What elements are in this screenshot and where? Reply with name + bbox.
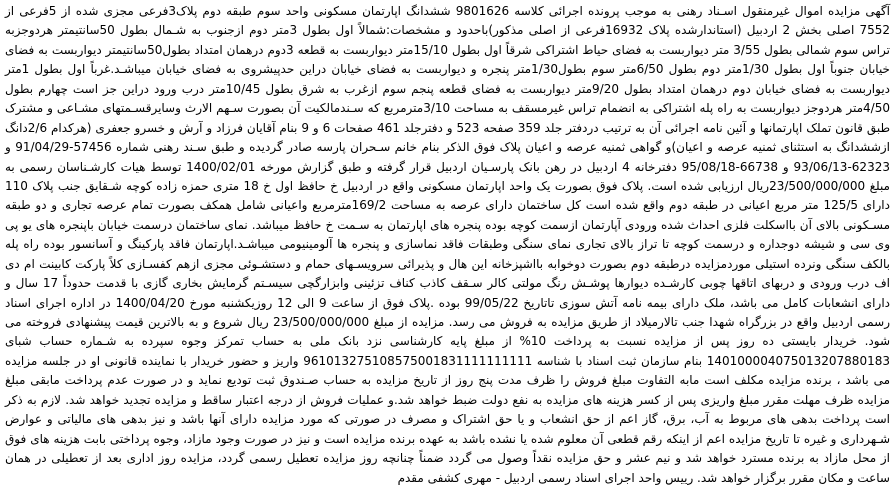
auction-notice-text: آگهی مزایده اموال غیرمنقول اسـناد رهنی به موجب پرونده اجرائی کلاسه 9801626 ششدانگ اپارتمان مسکونی واحد سوم طبقه دوم پلاک3فرعی مجزی شده از 5فرعی از 7552 اصلی بخش 2 اردبیل (استاندارشده پلاک 16932فرعی از اصلی مذکور)باحدود و مشخصات:شمالاً اول بطول 3متر دوم ازجنوب به شـمال بطول 50سانتیمتر هردوجزبه تراس سوم شمالی بطول 3/55 متر دیواربست به فضای حیاط اشتراکی شرقاً اول بطول 15/10متر دیواربست به قطعه 3دوم درهمان امتداد بطول50سانتیمتر دیواربست به فضای خیابان جنوباً اول بطول 1/30متر دوم بطول 6/50متر سوم بطول1/30متر پنجره و دیواربست به فضای خیابان دراین حدپیشروی به فضای خیابان میباشـد.غرباً اول بطول 1متر دیواربست به فضای خیابان دوم درهمان امتداد بطول 9/20متر دیواربست به فضای قطعه پنجم سوم ازغرب به شرق بطول 10/45متر درب ورود دراین جز است چهارم بطول 4/50متر هردوجز دیواربست به راه پله اشتراکی به انضمام تراس غیرمسقف به مساحت 3/10مترمربع که سـندمالکیت آن بصورت سـهم الارث وسایرقسـمتهای مشـاعی و مشترک طبق قانون تملک اپارتمانها و آئین نامه اجرائی آن به ترتیب دردفتر جلد 359 صفحه 523 و دفترجلد 461 صفحات 6 و 9 بنام آقایان فرزاد و آرش و خسرو جعفری (هرکدام 2/6دانگ ازششدانگ به استثنای ثمنیه عرصه و اعیان)و گواهی ثمنیه عرصه و اعیان پلاک فوق الذکر بنام خانم سـحران پارسه صادر گردیده و طبق سـند رهنی شماره 57456-91/04/29 و 62323-93/06/13 و 66738-95/08/18 دفترخانه 4 اردبیل در رهن بانک پارسـیان اردبیل قرار گرفته و طبق گزارش مورخه 1400/02/01 توسط هیات کارشـناسان رسمی به مبلغ 23/500/000/000ریال ارزیابی شده است. پلاک فوق بصورت یک واحد اپارتمان مسکونی واقع در اردبیل خ حافظ اول خ 18 متری حمزه زاده کوچه شـقایق جنب پلاک 110 دارای 125/5 متر مربع اعیانی در طبقه دوم واقع شده است کل ساختمان دارای عرصه به مساحت 169/2مترمربع واعیانی شامل همکف بصورت تمام عرصه تجاری و دو طبقه مسـکونی بالای آن بااسکلت فلزی احداث شده ورودی آپارتمان ازسمت کوچه بوده پنجره های اپارتمان به سـمت خ حافظ میباشد. نمای ساختمان درسمت خیابان باپنجره های یو پی وی سی و شیشه دوجداره و درسمت کوچه تا تراز بالای تجاری نمای سنگی وطبقات فاقد نماسازی و پنجره ها آلومینیومی میباشـد.اپارتمان فاقد پارکینگ و آسانسور بوده راه پله بالکف سنگی ونرده استیلی موردمزایده درطبقه دوم بصورت دوخوابه بااشپزخانه این هال و پذیرائی سرویسـهای حمام و دستشـوئی مجزی ازهم کفسـازی کلاً پارکت کابینت ام دی اف درب ورودی و دربهای اتاقها چوبی کارشـده دیوارها پوشـش رنگ مولتی کالر سـقف کاذب کناف تزئینی وابزارگچی سیسـتم گرمایش بخاری گازی با قدمت حدوداً 17 سال و دارای انشعابات کامل می باشد، ملک دارای بیمه نامه آتش سوزی تاتاریخ 99/05/22 بوده .پلاک فوق از ساعت 9 الی 12 روزیکشنبه مورخ 1400/04/20 در اداره اجرای اسناد رسمی اردبیل واقع در بزرگراه شهدا جنب تالارمیلاد از طریق مزایده به فروش می رسد. مزایده از مبلغ 23/500/000/000 ریال شروع و به بالاترین قیمت پیشنهادی فروخته می شود. خریدار بایستی ده روز پس از مزایده نسبت به پرداخت 10% از مبلغ پایه کارشناسی نزد بانک ملی به حساب تمرکز وجوه سپرده به شـماره حساب شبای 140100004075013207880183 بنام سازمان ثبت اسناد با شناسه 961013275108575001831111111111 واریز و حضور خریدار با نماینده قانونی او در جلسه مزایده می باشد ، برنده مزایده مکلف است مابه التفاوت مبلغ فروش را ظرف مدت پنج روز از تاریخ مزایده به حساب صـندوق ثبت تودیع نماید و در صورت عدم پرداخت مابقی مبلغ مزایده ظرف مهلت مقرر مبلغ واریزی پس از کسر هزینه های مزایده به نفع دولت ضبط خواهد شد.و عملیات فروش از درجه اعتبار ساقط و مزایده تجدید خواهد شد. لازم به ذکر است پرداخت بدهی های مربوط به آب، برق، گاز اعم از حق انشعاب و یا حق اشتراک و مصرف در صورتی که مورد مزایده دارای آنها باشد و نیز بدهی های مالیاتی و عوارض شـهرداری و غیره تا تاریخ مزایده اعم از اینکه رقم قطعی آن معلوم شده یا نشده باشد به عهده برنده مزایده است و نیز در صورت وجود مازاد، وجوه پرداختی بابت هزینه های فوق از محل مازاد به برنده مسترد خواهد شد و نیم عشر و حق مزایده نقداً وصول می گردد ضمناً چنانچه روز مزایده تعطیل رسمی گردد، مزایده روز اداری بعد از تعطیلی در همان ساعت و مکان مقرر برگزار خواهد شد. رییس واحد اجرای اسناد رسمی اردبیل - مهری کشفی مقدم [5,4,891,485]
